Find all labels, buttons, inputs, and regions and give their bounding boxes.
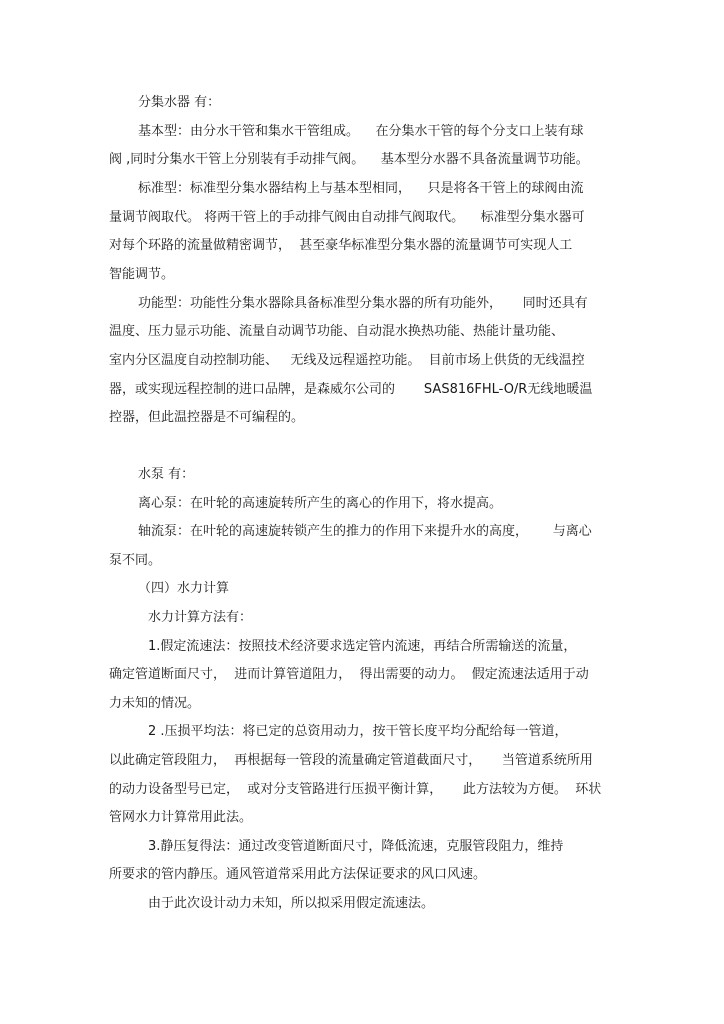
text-line: 轴流泵：在叶轮的高速旋转锁产生的推力的作用下来提升水的高度， 与离心 bbox=[138, 524, 592, 539]
text-line: 温度、压力显示功能、流量自动调节功能、自动混水换热功能、热能计量功能、 bbox=[109, 324, 565, 339]
text-line: 控器，但此温控器是不可编程的。 bbox=[109, 410, 305, 425]
text-line: 以此确定管段阻力， 再根据每一管段的流量确定管道截面尺寸， 当管道系统所用 bbox=[109, 753, 593, 768]
text-line: 水力计算方法有： bbox=[148, 610, 253, 625]
text-line: 基本型：由分水干管和集水干管组成。 在分集水干管的每个分支口上装有球 bbox=[138, 124, 584, 139]
text-line: 3.静压复得法：通过改变管道断面尺寸，降低流速，克服管段阻力，维持 bbox=[148, 839, 564, 854]
text-line: 量调节阀取代。 将两干管上的手动排气阀由自动排气阀取代。 标准型分集水器可 bbox=[109, 210, 585, 225]
text-line: 1.假定流速法：按照技术经济要求选定管内流速，再结合所需输送的流量， bbox=[148, 639, 577, 654]
text-line: 阀 ,同时分集水干管上分别装有手动排气阀。 基本型分水器不具备流量调节功能。 bbox=[109, 152, 589, 167]
text-line: 水泵 有： bbox=[138, 467, 195, 482]
text-line: 2 .压损平均法：将已定的总资用动力，按干管长度平均分配给每一管道， bbox=[148, 724, 568, 739]
text-line: 的动力设备型号已定， 或对分支管路进行压损平衡计算， 此方法较为方便。 环状 bbox=[109, 782, 602, 797]
text-line: 管网水力计算常用此法。 bbox=[109, 810, 253, 825]
text-line: 标准型：标准型分集水器结构上与基本型相同， 只是将各干管上的球阀由流 bbox=[138, 181, 584, 196]
text-line: 所要求的管内静压。通风管道常采用此方法保证要求的风口风速。 bbox=[109, 867, 487, 882]
text-line: 确定管道断面尺寸， 进而计算管道阻力， 得出需要的动力。 假定流速法适用于动 bbox=[109, 667, 589, 682]
text-line: 分集水器 有： bbox=[138, 95, 221, 110]
text-line: 智能调节。 bbox=[109, 267, 175, 282]
text-line: 对每个环路的流量做精密调节， 甚至豪华标准型分集水器的流量调节可实现人工 bbox=[109, 238, 573, 253]
text-line: 由于此次设计动力未知，所以拟采用假定流速法。 bbox=[148, 896, 435, 911]
text-line: 器，或实现远程控制的进口品牌，是森威尔公司的 SAS816FHL-O/R无线地暖温 bbox=[109, 382, 593, 397]
text-line: 功能型：功能性分集水器除具备标准型分集水器的所有功能外， 同时还具有 bbox=[138, 296, 588, 311]
text-line: 力未知的情况。 bbox=[109, 696, 201, 711]
text-line: 离心泵：在叶轮的高速旋转所产生的离心的作用下，将水提高。 bbox=[138, 496, 503, 511]
text-line: 室内分区温度自动控制功能、 无线及远程遥控功能。 目前市场上供货的无线温控 bbox=[109, 353, 585, 368]
text-line: 泵不同。 bbox=[109, 553, 162, 568]
section-heading: （四）水力计算 bbox=[138, 581, 230, 596]
